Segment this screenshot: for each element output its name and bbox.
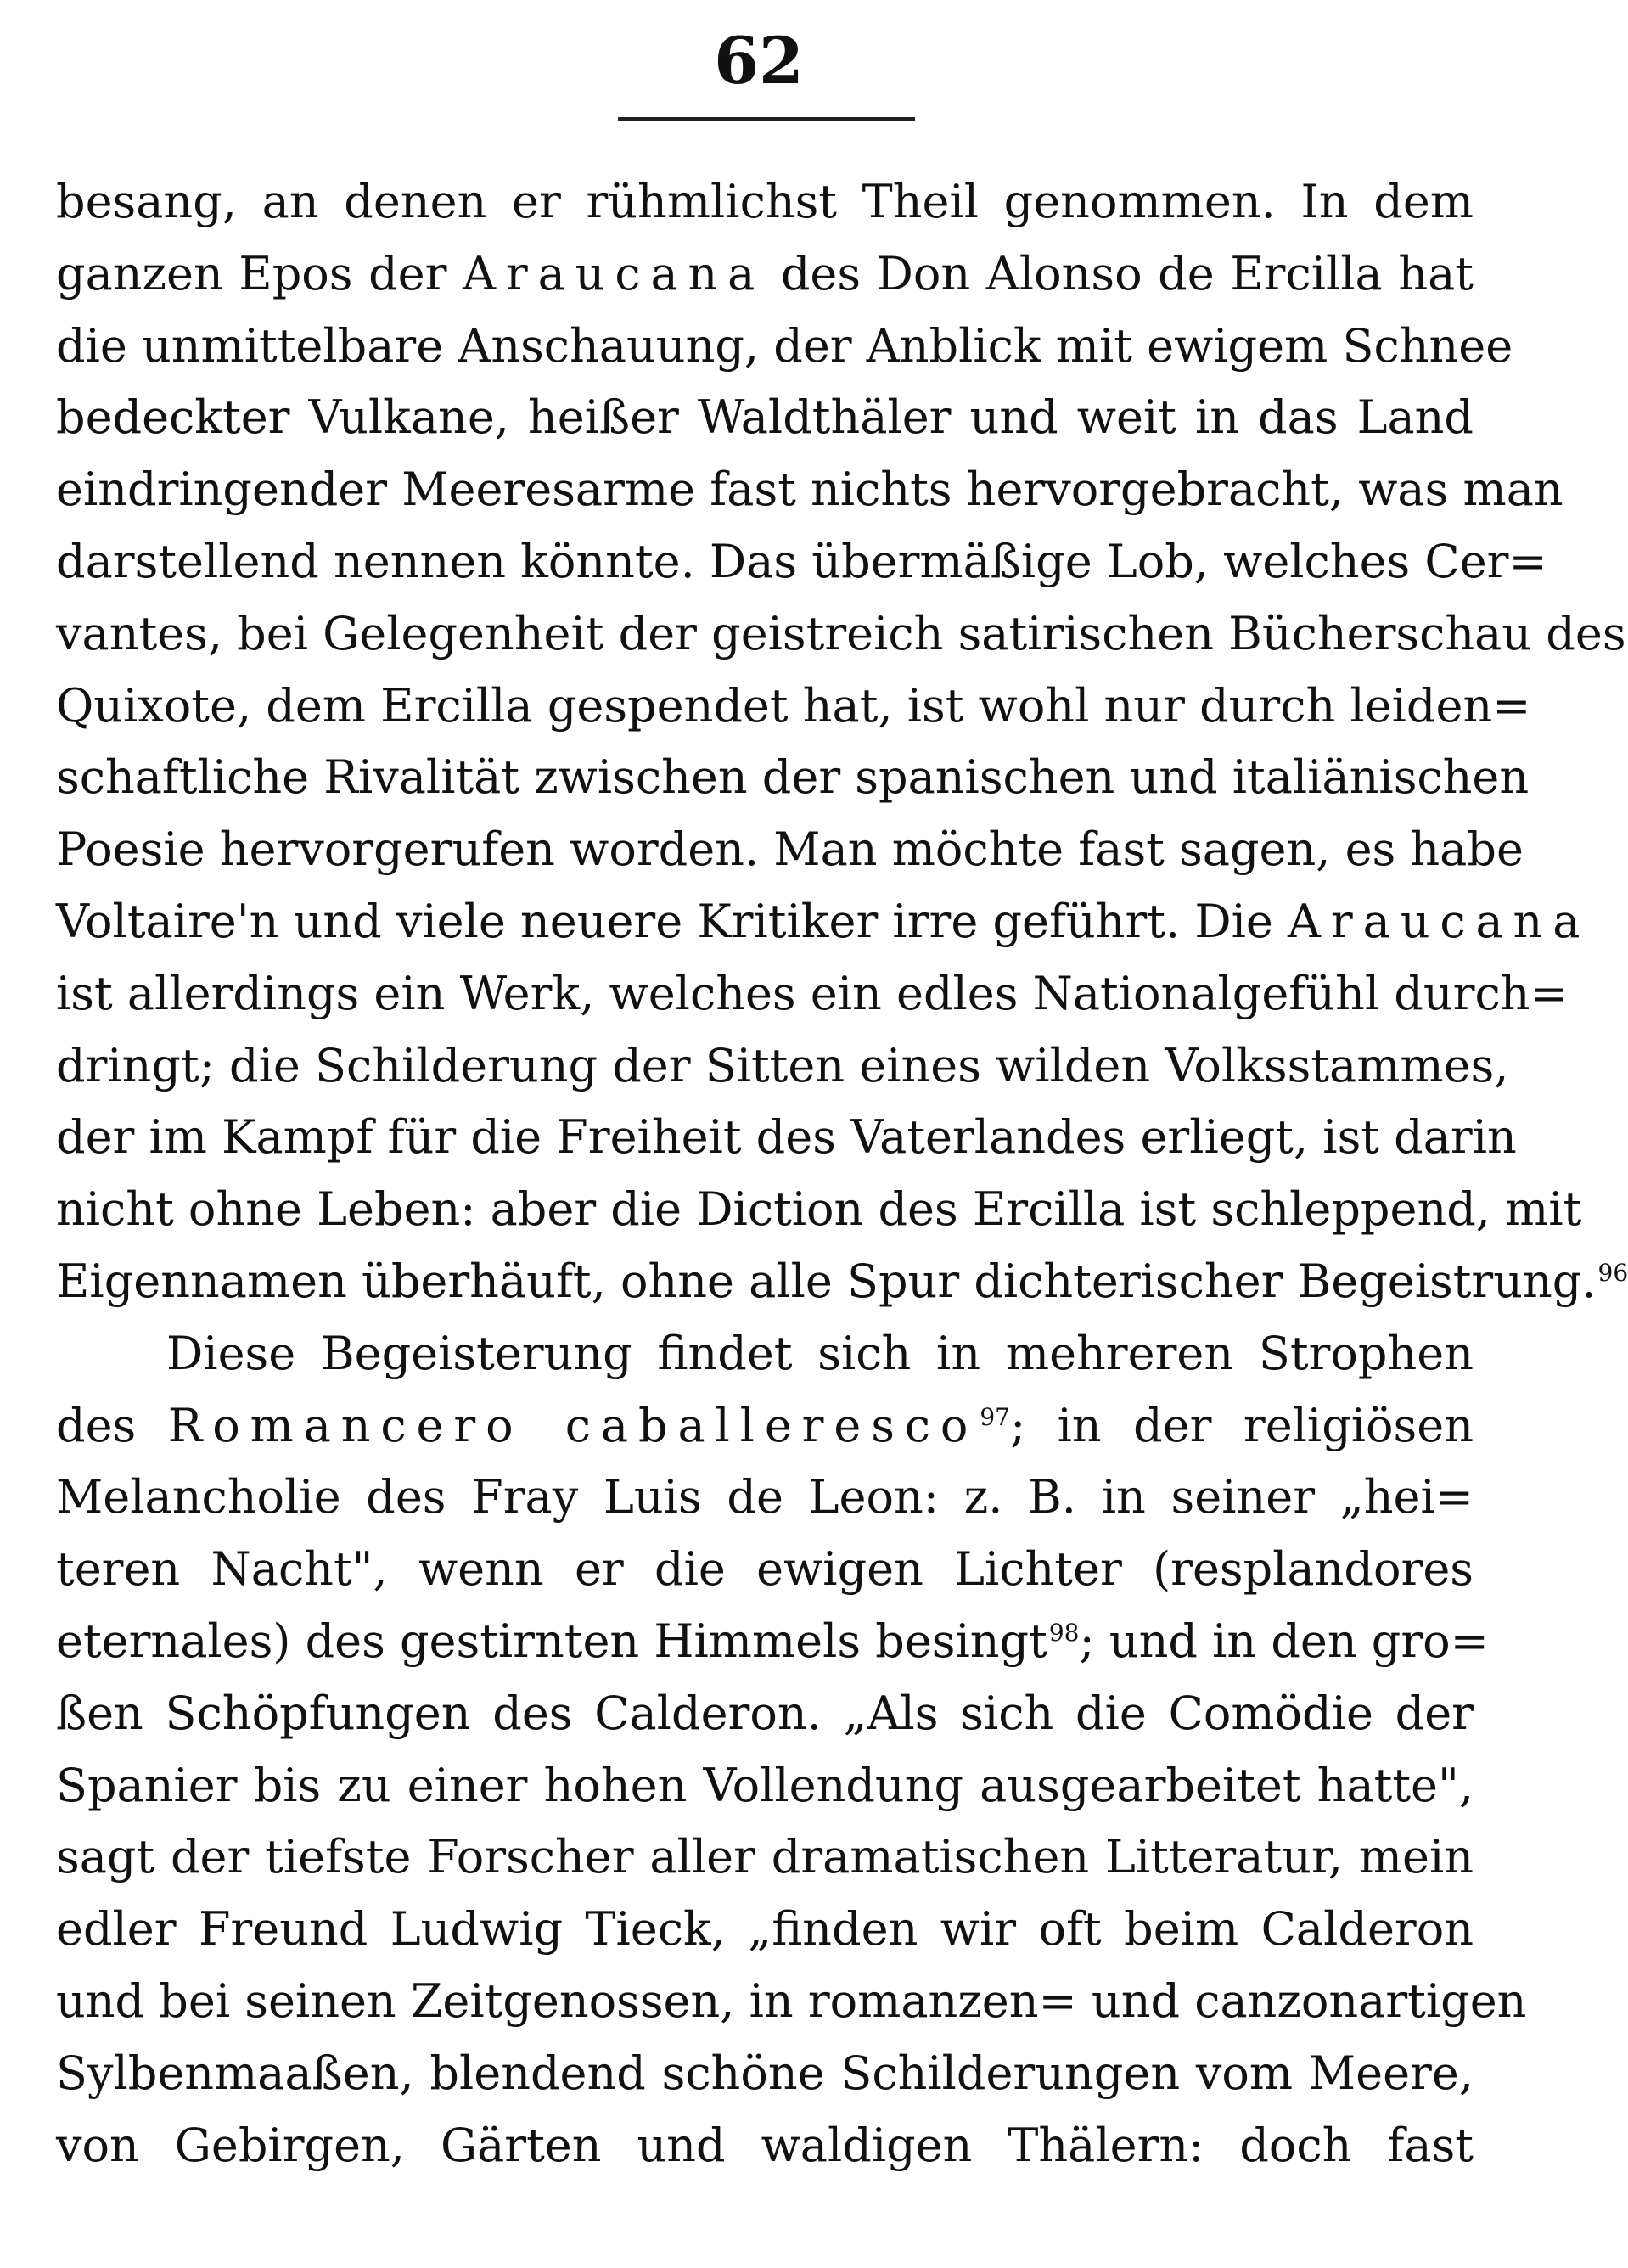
text-line xyxy=(56,311,1513,383)
line-text: des xyxy=(56,1398,168,1452)
text-line xyxy=(56,742,1530,814)
text-line xyxy=(56,1894,1474,1966)
line-text: bedeckter Vulkane, heißer Waldthäler und weit in das Land xyxy=(56,390,1474,445)
text-line xyxy=(56,1030,1509,1103)
header-rule xyxy=(618,117,915,121)
line-text: des Don Alonso de Ercilla hat xyxy=(765,246,1474,300)
text-line xyxy=(56,814,1524,886)
footnote-marker: 96 xyxy=(1597,1258,1628,1287)
line-text: Melancholie des Fray Luis de Leon: z. B. in seiner „hei= xyxy=(56,1470,1474,1524)
text-line xyxy=(56,1318,1474,1390)
line-text: dringt; die Schilderung der Sitten eines wilden Volksstammes, xyxy=(56,1038,1509,1092)
line-text: nicht ohne Leben: aber die Diction des Ercilla ist schleppend, mit xyxy=(56,1182,1582,1237)
line-text: edler Freund Ludwig Tieck, „finden wir oft beim Calderon xyxy=(56,1902,1474,1956)
text-line xyxy=(56,958,1569,1030)
line-text: Quixote, dem Ercilla gespendet hat, ist wohl nur durch leiden= xyxy=(56,678,1531,733)
line-text: vantes, bei Gelegenheit der geistreich satirischen Bücherschau des xyxy=(56,606,1626,660)
text-line xyxy=(56,598,1626,671)
line-text: teren Nacht", wenn er die ewigen Lichter (resplandores xyxy=(56,1542,1474,1597)
line-text: ; in der religiösen xyxy=(1009,1398,1474,1452)
text-line xyxy=(56,1678,1474,1750)
line-text: Eigennamen überhäuft, ohne alle Spur dichterischer Begeistrung. xyxy=(56,1254,1597,1308)
text-line xyxy=(56,671,1531,743)
spaced-title: Romancero caballeresco xyxy=(167,1398,979,1452)
line-text: der im Kampf für die Freiheit des Vaterlandes erliegt, ist darin xyxy=(56,1110,1517,1165)
text-line xyxy=(56,454,1563,526)
text-line xyxy=(56,886,1591,958)
text-line xyxy=(56,239,1474,311)
body-text xyxy=(56,166,1628,2181)
line-text: schaftliche Rivalität zwischen der spanischen und italiänischen xyxy=(56,750,1530,805)
footnote-marker: 98 xyxy=(1048,1618,1080,1647)
spaced-title: Araucana xyxy=(1288,894,1591,948)
text-line xyxy=(56,166,1474,239)
text-line xyxy=(56,1390,1474,1462)
line-text: die unmittelbare Anschauung, der Anblick mit ewigem Schnee xyxy=(56,318,1513,373)
text-line xyxy=(56,1750,1474,1822)
page-number: 62 xyxy=(714,23,804,98)
line-text: Voltaire'n und viele neuere Kritiker irre geführt. Die xyxy=(56,894,1288,948)
line-text: Diese Begeisterung findet sich in mehreren Strophen xyxy=(166,1326,1474,1380)
text-line xyxy=(56,1102,1517,1174)
line-text: Poesie hervorgerufen worden. Man möchte fast sagen, es habe xyxy=(56,822,1524,877)
text-line xyxy=(56,2110,1474,2182)
line-text: darstellend nennen könnte. Das übermäßige Lob, welches Cer= xyxy=(56,534,1547,588)
line-text: Spanier bis zu einer hohen Vollendung ausgearbeitet hatte", xyxy=(56,1758,1474,1812)
line-text: ganzen Epos der xyxy=(56,246,463,300)
line-text: und bei seinen Zeitgenossen, in romanzen= und canzonartigen xyxy=(56,1973,1527,2028)
line-text: besang, an denen er rühmlichst Theil genommen. In dem xyxy=(56,175,1474,228)
text-line xyxy=(56,1246,1628,1318)
footnote-marker: 97 xyxy=(980,1402,1010,1431)
line-text: ßen Schöpfungen des Calderon. „Als sich die Comödie der xyxy=(56,1686,1474,1740)
line-text: ist allerdings ein Werk, welches ein edles Nationalgefühl durch= xyxy=(56,966,1569,1020)
text-line xyxy=(56,1966,1527,2038)
text-line xyxy=(56,2038,1474,2110)
text-line xyxy=(56,382,1474,454)
line-text: von Gebirgen, Gärten und waldigen Thälern: doch fast xyxy=(56,2118,1474,2172)
text-line xyxy=(56,1534,1474,1606)
line-text: ; und in den gro= xyxy=(1079,1614,1489,1668)
text-line xyxy=(56,1174,1582,1246)
line-text: Sylbenmaaßen, blendend schöne Schilderungen vom Meere, xyxy=(56,2046,1474,2100)
line-text: sagt der tiefste Forscher aller dramatischen Litteratur, mein xyxy=(56,1830,1474,1884)
text-line xyxy=(56,1606,1489,1678)
spaced-title: Araucana xyxy=(463,246,766,300)
text-line xyxy=(56,526,1547,598)
text-line xyxy=(56,1822,1474,1894)
line-text: eternales) des gestirnten Himmels besingt xyxy=(56,1614,1047,1668)
text-line xyxy=(56,1462,1474,1534)
line-text: eindringender Meeresarme fast nichts hervorgebracht, was man xyxy=(56,463,1563,517)
